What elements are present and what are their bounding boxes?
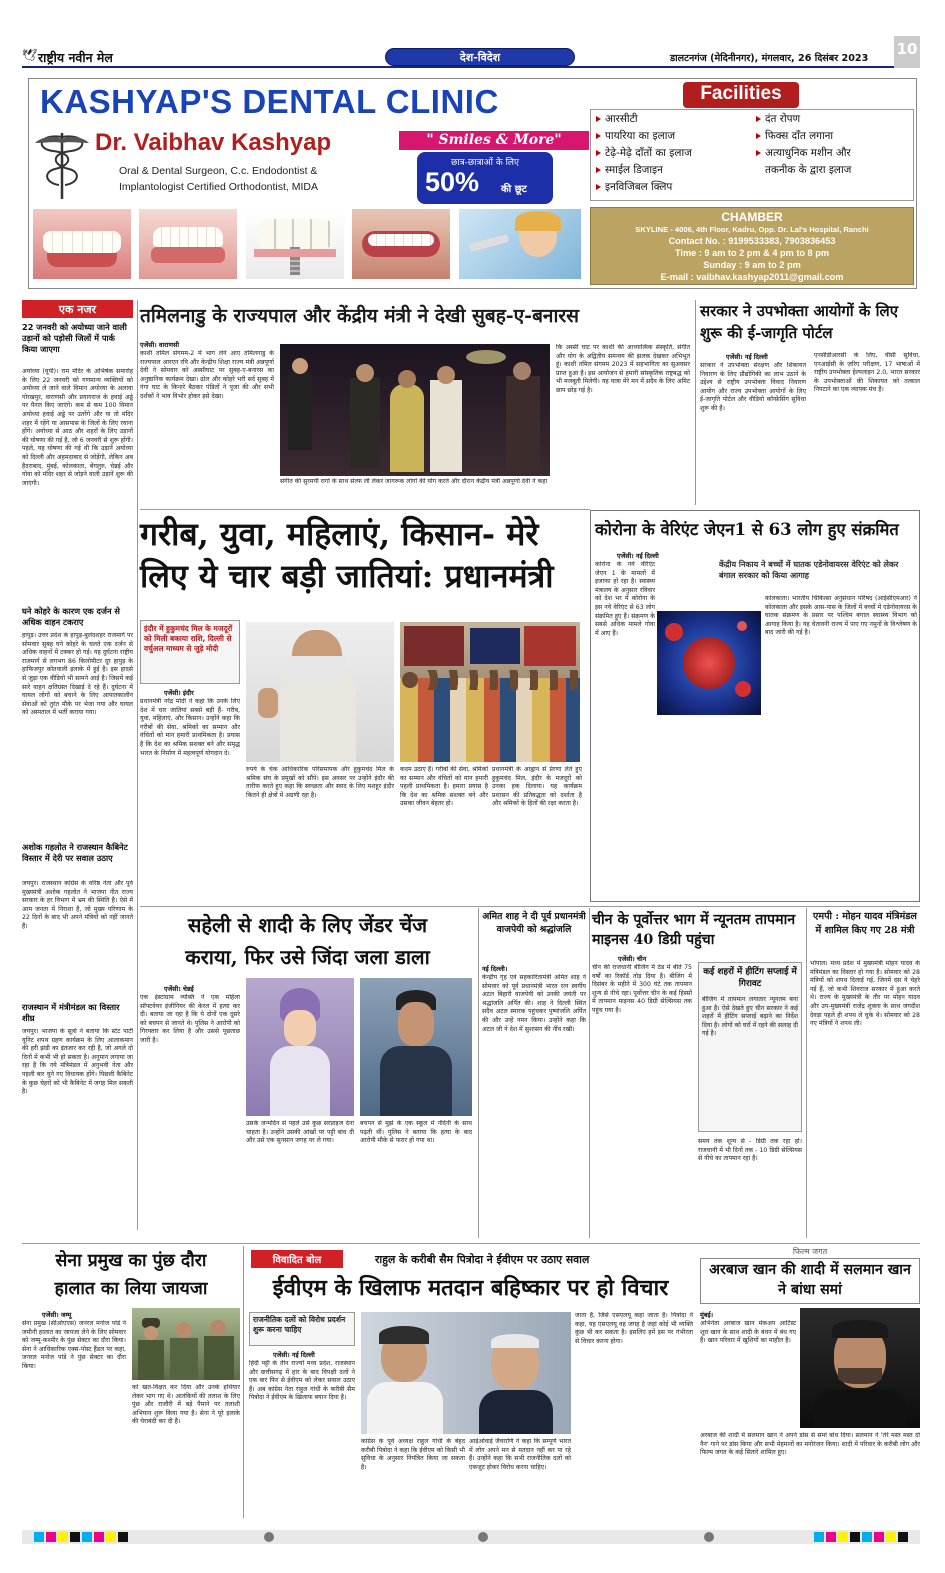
facility-label: टेढ़े-मेढ़े दाँतों का इलाज <box>605 147 692 159</box>
implant-photo <box>246 209 344 279</box>
color-swatch <box>898 1532 908 1542</box>
section-label: देश-विदेश <box>459 51 501 64</box>
bullet-icon <box>596 184 601 190</box>
dental-ad <box>28 78 917 289</box>
pm-body-1: प्रधानमंत्री नरेंद्र मोदी ने कहा कि उनके लिए देश में चार जातियां सबसे बड़ी हैं- गरीब, युवा, महिलाएं, और किसान। उन्होंने कहा कि गरीबों की सेवा, श्रमिकों का सम्मान और वंचितों को मान हमारी प्राथमिकता है। प्रयास है कि देश का श्रमिक सशक्त बने और समृद्ध भारत के निर्माण में महत्वपूर्ण योगदान दे। <box>140 698 240 757</box>
corona-headline: कोरोना के वेरिएंट जेएन1 से 63 लोग हुए संक्रमित <box>595 520 899 539</box>
offer-pct: 50% <box>425 167 480 197</box>
teeth-photo-2 <box>139 209 237 279</box>
gender-dateline: एजेंसी। चेन्नई <box>164 985 194 993</box>
chamber-title: CHAMBER <box>721 210 783 224</box>
facility-label: अत्याधुनिक मशीन और <box>765 147 851 159</box>
gender-headline-2: कराया, फिर उसे जिंदा जला डाला <box>185 945 430 969</box>
ejagriti-body-1: सरकार ने उपभोक्ता संरक्षण और शिकायत निवारण के लिए प्रौद्योगिकी का लाभ उठाने के उद्देश्य से राष्ट्रीय उपभोक्ता विवाद निवारण आयोग और राज्य उपभोक्ता आयोगों के लिए ई-जागृति पोर्टल और वीडियो कॉन्फ्रेंसिंग सुविधा शुरू की है। <box>700 362 806 412</box>
facility-label: इनविजिबल क्लिप <box>605 181 673 193</box>
color-swatch <box>70 1532 80 1542</box>
bullet-icon <box>596 167 601 173</box>
vajpayee-story <box>482 908 586 1240</box>
cold-body-end: समय तक शून्य से - डिग्री तक रहा हो। राजधानी में भी दिनों तक - 10 डिग्री सेल्सियस से नीचे का तापमान रहा है। <box>698 1138 802 1163</box>
color-swatch <box>862 1532 872 1542</box>
facility-label: फिक्स दाँत लगाना <box>765 130 834 142</box>
vajpayee-headline: अमित शाह ने दी पूर्व प्रधानमंत्री वाजपेयी को श्रद्धांजलि <box>482 911 586 935</box>
brief-3-headline: अशोक गहलोत ने राजस्थान कैबिनेट विस्तार में देरी पर सवाल उठाए <box>22 842 128 863</box>
gender-story <box>140 908 475 1243</box>
brief-1-headline: 22 जनवरी को अयोध्या जाने वाली उड़ानों को पड़ोसी जिलों में पार्क किया जाएगा <box>22 322 127 354</box>
bird-icon: 🕊 <box>22 48 38 62</box>
facility-label: तकनीक के द्वारा इलाज <box>765 164 852 176</box>
pm-modi-photo <box>246 622 394 762</box>
ejagriti-story <box>700 300 920 505</box>
cold-box-body: बीजिंग में तापमान लगातार न्यूनतम बना हुआ है। ऐसे देखते हुए चीन सरकार ने कई शहरों में हीटिंग सप्लाई बढ़ाने का निर्देश दिया है। लोगों को घरों में रहने की सलाह दी गई है। <box>702 996 798 1038</box>
facility-item <box>756 146 851 160</box>
brief-2-headline: घने कोहरे के कारण एक दर्जन से अधिक वाहन टकराए <box>22 606 120 627</box>
corona-body-1: कोरोना के नये वेरिएंट जेएन 1 के मामलों में इजाफा हो रहा है। स्वास्थ्य मंत्रालय के अनुसार रविवार को देश भर में कोरोना के इस नये वेरिएंट से 63 लोग संक्रमित हुए हैं। संक्रमण के सबसे अधिक मामले गोवा में आए हैं। <box>595 561 655 637</box>
bullet-icon <box>756 150 761 156</box>
offer-text: छात्र-छात्राओं के लिए <box>450 158 520 168</box>
cold-dateline: एजेंसी। चीन <box>618 955 647 963</box>
pm-dateline: एजेंसी। इंदौर <box>164 689 194 697</box>
caduceus-icon <box>33 129 91 201</box>
color-swatch <box>82 1532 92 1542</box>
film-section-label: फिल्म जगत <box>792 1247 828 1256</box>
evm-box-text: राजनीतिक दलों को विरोध प्रदर्शन शुरू करना चाहिए <box>253 1315 346 1334</box>
facility-label: आरसीटी <box>605 113 638 125</box>
dateline: डालटनगंज (मेदिनीनगर), मंगलवार, 26 दिसंबर 2023 <box>670 53 869 64</box>
facility-label: स्माईल डिजाइन <box>605 164 663 176</box>
evm-body-3: आईओवाई जैवराणि ने कहा कि सम्पूर्ण भारत में लोग अपने मन से मतदान नहीं कर पा रहे हैं। उन्होंने कहा कि सभी राजनीतिक दलों को एकजुट होकर विरोध करना चाहिए। <box>469 1438 571 1471</box>
woman-photo <box>246 978 354 1116</box>
column-rule-right-top <box>695 300 696 505</box>
gender-headline-1: सहेली से शादी के लिए जेंडर चेंज <box>187 913 428 937</box>
facility-item <box>756 163 851 177</box>
tn-photo <box>280 344 550 476</box>
rahul-pitroda-photo <box>361 1312 571 1434</box>
mp-story <box>810 908 920 1240</box>
ek-nazar-label: एक नजर <box>58 303 97 316</box>
ejagriti-headline: सरकार ने उपभोक्ता आयोगों के लिए शुरू की ई-जागृति पोर्टल <box>700 302 899 342</box>
rule-v-4 <box>589 908 590 1238</box>
credentials-1: Oral & Dental Surgeon, C.c. Endodontist & <box>119 165 318 177</box>
corona-body-2: कोलकाता। भारतीय चिकित्सा अनुसंधान परिषद (आईसीएमआर) ने कोलकाता और इसके आस-पास के जिलों में बच्चों में एडेनोवायरस के घातक संक्रमण के प्रसार पर पश्चिम बंगाल स्वास्थ्य विभाग को आगाह किया है। यह चेतावनी राज्य में पाए गए नमूनों के विश्लेषण के बाद जारी की गई है। <box>765 595 917 637</box>
facility-item <box>596 129 675 143</box>
pm-headline-1: गरीब, युवा, महिलाएं, किसान- मेरे <box>140 515 539 553</box>
tagline: " Smiles & More" <box>426 132 562 148</box>
tn-body-3: कि अस्सी घाट पर काशी की आध्यात्मिक संस्कृति, संगीत और योग के अद्वितीय समन्वय की झलक देखकर अभिभूत हूं। काशी तमिल संगमम 2023 में सहभागिता का सुअवसर प्राप्त हुआ है। इस आयोजन से हमारी सांस्कृतिक राष्ट्रबद्ध को भी मजबूती मिलेगी। यह यात्रा मेरे मन में सदैव के लिए अमिट छाप छोड़ गई है। <box>556 344 690 394</box>
film-body-1: अभिनेता अरबाज खान मेकअप आर्टिस्ट शूरा खान के साथ शादी के बंधन में बंध गए हैं। खान परिवार में खुशियों का माहौल है। <box>700 1320 796 1345</box>
teeth-photo-1 <box>33 209 131 279</box>
gender-body-3: बचपन से मुझे के एक स्कूल में नंदिनी के साथ पढ़ती थीं। पुलिस ने बताया कि हत्या के बाद आरोपी मौके से फरार हो गया था। <box>360 1120 472 1145</box>
smile-photo <box>352 209 450 279</box>
bullet-icon <box>596 133 601 139</box>
man-photo <box>360 978 472 1116</box>
corona-sub: केंद्रीय निकाय ने बच्चों में घातक एडेनोवायरस वेरिएंट को लेकर बंगाल सरकार को किया आगाह <box>719 560 899 580</box>
facility-item <box>596 180 672 194</box>
army-photo <box>132 1308 240 1380</box>
chamber-email: E-mail : vaibhav.kashyap2011@gmail.com <box>660 272 844 282</box>
ejagriti-dateline: एजेंसी। नई दिल्ली <box>726 353 768 361</box>
ejagriti-body-2: एनसीडीआरसी के लिए, वीसी सुविधा, एनआईसी के ज़रिए परीक्षण, 17 भाषाओं में राष्ट्रीय उपभोक्ता हेल्पलाइन 2.0, भारत सरकार के उपभोक्ताओं की शिकायत को तत्काल निपटाने का एक व्यापक मंच है। <box>814 352 920 394</box>
rule-v-3 <box>478 908 479 1238</box>
rule-h-2 <box>140 906 920 907</box>
color-swatch <box>838 1532 848 1542</box>
facility-item <box>596 163 663 177</box>
salman-photo <box>800 1308 920 1428</box>
army-headline-1: सेना प्रमुख का पुंछ दौरा <box>55 1251 207 1271</box>
registration-circle <box>264 1532 274 1542</box>
pm-body-2: रुपये के चेक आधिकारिक परिसमापक और हुकुमचंद मिल के श्रमिक संघ के प्रमुखों को सौंपे। इस अवसर पर उन्होंने इंदौर की तारीफ करते हुए कहा कि स्वच्छता और स्वाद के लिए मशहूर इंदौर कितने ही क्षेत्रों में अग्रणी रहा है। <box>246 766 394 799</box>
color-swatch <box>826 1532 836 1542</box>
credentials-2: Implantologist Certified Orthodontist, MIDA <box>119 181 318 193</box>
corona-story <box>590 510 920 902</box>
facility-item <box>596 112 638 126</box>
color-swatch <box>46 1532 56 1542</box>
facility-item <box>596 146 692 160</box>
bullet-icon <box>756 133 761 139</box>
evm-dateline: एजेंसी। नई दिल्ली <box>273 1351 315 1359</box>
child-dentist-photo <box>459 209 581 279</box>
chamber-contact: Contact No. : 9199533383, 7903836453 <box>668 236 836 246</box>
color-swatch <box>94 1532 104 1542</box>
chamber-address: SKYLINE - 4006, 4th Floor, Kadru, Opp. Dr. Lal's Hospital, Ranchi <box>635 225 869 234</box>
rule-v-5 <box>806 908 807 1238</box>
brief-4-headline: राजस्थान में मंत्रीमंडल का विस्तार शीघ्र <box>22 1002 120 1023</box>
facilities-title: Facilities <box>700 83 782 104</box>
page-number: 10 <box>896 40 918 58</box>
film-body-2: अरबाज की शादी में सलमान खान ने अपने डांस से समां बांध दिया। सलमान ने 'तेरे मस्त मस्त दो नैन' गाने पर डांस किया और सभी मेहमानों का मनोरंजन किया। शादी में परिवार के करीबी लोग और फिल्म जगत के कई सितारे शामिल हुए। <box>700 1432 920 1457</box>
tn-dateline: एजेंसी। वाराणसी <box>140 341 179 349</box>
doctor-name: Dr. Vaibhav Kashyap <box>95 129 332 156</box>
film-story <box>700 1246 920 1520</box>
pm-crowd-photo <box>400 622 580 762</box>
tn-story <box>140 300 690 505</box>
evm-headline: ईवीएम के खिलाफ मतदान बहिष्कार पर हो विचार <box>272 1275 669 1301</box>
pm-box-text: इंदौर में हुकुमचंद मिल के मजदूरों को मिली बकाया राशि, दिल्ली से वर्चुअल माध्यम से जुड़े मोदी <box>144 624 233 653</box>
bullet-icon <box>756 116 761 122</box>
tn-caption: संगीत की सुरमयी रागों के साथ सेल्फ ली लेकर जागरूक लोगों की योग करते और दौरान केंद्रीय मंत्री अन्नपूर्णा देवी ने कहा <box>280 478 548 485</box>
paper-name: राष्ट्रीय नवीन मेल <box>38 50 113 65</box>
gender-body-2: उसके जन्मदिन से पहले उसे कुछ सरप्राइज देना चाहता है। उन्होंने उसकी आंखों पर पट्टी बांध दी और उसे एक सुनसान जगह पर ले गया। <box>246 1120 354 1145</box>
column-rule-left <box>137 300 138 1230</box>
tn-body-1: काशी तमिल संगमम-2 में भाग लेने आए तमिलनाडु के राज्यपाल आरएन रवि और केन्द्रीय शिक्षा राज्य मंत्री अन्नपूर्णा देवी ने सोमवार को अस्सीघाट पर सुबह-ए-बनारस का अनुष्ठानिक कार्यक्रम देखा। ढोल और कोहरे भरी सर्द सुबह में गंगा घाट के किनारे बैठकर पंडितों ने पूजा की और सभी दर्शकों ने भाव विभोर होकर इसे देखा। <box>140 350 274 400</box>
ek-nazar-column <box>22 300 133 1230</box>
offer-suffix: की छूट <box>501 184 527 195</box>
evm-body-4: जाता है, जिसे एसएलयू कहा जाता है। पित्रोदा ने कहा, यह एसएलयू वह जगह है जहां कोई भी व्यक्ति कुछ भी कर सकता है। इसलिए हमें इस पर गंभीरता से विचार करना होगा। <box>575 1312 693 1345</box>
vajpayee-dateline: नई दिल्ली। <box>482 965 508 973</box>
registration-circle <box>478 1532 488 1542</box>
color-swatch <box>874 1532 884 1542</box>
army-story <box>22 1246 240 1520</box>
color-swatch <box>34 1532 44 1542</box>
evm-body-1: हिंदी पट्टी के तीन राज्यों मध्य प्रदेश, राजस्थान और छत्तीसगढ़ में हार के बाद विपक्षी दलों ने एक बार फिर से ईवीएम को लेकर सवाल उठाए हैं। अब कांग्रेस नेता राहुल गांधी के करीबी सैम पित्रोदा ने ईवीएम के खिलाफ बयान दिया है। <box>249 1360 355 1402</box>
mp-headline: एमपी : मोहन यादव मंत्रिमंडल में शामिल किए गए 28 मंत्री <box>813 911 917 936</box>
brief-3-body: जयपुर। राजस्थान कांग्रेस के वरिष्ठ नेता और पूर्व मुख्यमंत्री अशोक गहलोत ने भाजपा नीत राज्य सरकार के हर विभाग में भ्रम की स्थिति है। ऐसे में आम जनता में निराशा है, जो मुख्य परिणाम के 22 दिनों के बाद भी अपने मंत्रियों को नहीं जानते हैं। <box>22 880 133 930</box>
pm-body-4: प्रधानमंत्री के आह्वान से प्रेरणा लेते हुए हुकुमचंद मिल, इंदौर के मजदूरों को उनका हक दिलाया। यह कार्यक्रम प्रशासन की प्रतिबद्धता को दर्शाता है और श्रमिकों के हितों की रक्षा करता है। <box>492 766 582 808</box>
rule-h-3 <box>22 1243 920 1244</box>
army-body-1: सेना प्रमुख (सीओएएस) जनरल मनोज पांडे ने जमीनी हालात का जायजा लेने के लिए सोमवार को जम्मू-कश्मीर के पुंछ सेक्टर का दौरा किया। सेना ने आधिकारिक एक्स-पोस्ट हैंडल पर कहा, जनरल मनोज पांडे ने पुंछ सेक्टर का दौरा किया। <box>22 1320 126 1370</box>
facility-item <box>756 112 800 126</box>
virus-photo <box>657 611 761 715</box>
facility-label: दंत रोपण <box>765 113 801 125</box>
tn-headline: तमिलनाडु के राज्यपाल और केंद्रीय मंत्री ने देखी सुबह-ए-बनारस <box>140 305 580 327</box>
rule-h-1 <box>140 509 590 510</box>
film-headline: अरबाज खान की शादी में सलमान खान ने बांधा समां <box>709 1262 911 1298</box>
evm-body-2: कांग्रेस के पूर्व अध्यक्ष राहुल गांधी के बेहद करीबी पित्रोदा ने कहा कि ईवीएम को किसी भी सुविधा के अनुसार नियंत्रित किया जा सकता है। <box>361 1438 465 1471</box>
cold-body-1: चीन की राजधानी बीजिंग में ठंड में बीते 75 वर्षों का रिकॉर्ड तोड़ दिया है। बीजिंग में दिसंबर के महीने में 300 घंटे तक तापमान शून्य से नीचे रहा। पूर्वोत्तर चीन के कई हिस्सों में तापमान माइनस 40 डिग्री सेल्सियस तक पहुंच गया है। <box>592 964 692 1014</box>
brief-1-body: अयोध्या (यूपी)। राम मंदिर के अभिषेक समारोह के लिए 22 जनवरी को गणमान्य व्यक्तियों को अयोध्या ले जाने वाले विमान अयोध्या के अलावा गोरखपुर, वाराणसी और प्रयागराज के हवाई अड्डे पर पैनल किए जाएंगे। कम से कम 100 विमान अयोध्या हवाई अड्डे पर उतरेंगे और या तो मंदिर शहर में रहेंगे या आसपास के जिलों के लिए रवाना होंगे। अयोध्या से आठ और शहरों के लिए उड़ानों की घोषणा की गई है, जो 6 जनवरी से शुरू होंगी। पहले, यह घोषणा की गई थी कि उड़ानें अयोध्या को दिल्ली और अहमदाबाद से जोड़ेंगी, लेकिन अब हैदराबाद, मुंबई, कोलकाता, बेंगलुरु, चेन्नई और गोवा को मंदिर शहर से जोड़ने वाली उड़ानें शुरू की जाएंगी। <box>22 368 133 487</box>
evm-kicker: राहुल के करीबी सैम पित्रोदा ने ईवीएम पर उठाए सवाल <box>375 1253 590 1266</box>
masthead <box>22 40 920 68</box>
pm-headline-2: लिए ये चार बड़ी जातियां: प्रधानमंत्री <box>140 557 554 595</box>
color-swatch <box>886 1532 896 1542</box>
mp-body: भोपाल। मध्य प्रदेश में मुख्यमंत्री मोहन यादव के मंत्रिमंडल का विस्तार हो गया है। सोमवार को 28 मंत्रियों को शपथ दिलाई गई, जिनमें दस ये चेहरे नई हैं, जो कभी शिवराज सरकार में हुआ करते थे। राज्य के मुख्यमंत्री के तौर पर मोहन यादव और उप-मुख्यमंत्री राजेंद्र शुक्ला के साथ जगदीश देवड़ा पहले ही शपथ ले चुके थे। सोमवार को 28 नए मंत्रियों ने शपथ ली। <box>810 960 920 1028</box>
army-headline-2: हालात का लिया जायजा <box>54 1279 208 1299</box>
film-dateline: मुंबई। <box>700 1311 714 1319</box>
color-swatch <box>814 1532 824 1542</box>
evm-story <box>247 1246 694 1520</box>
clinic-name: KASHYAP'S DENTAL CLINIC <box>40 83 499 120</box>
rule-v-6 <box>243 1246 244 1518</box>
cold-story <box>592 908 802 1240</box>
cold-headline: चीन के पूर्वोत्तर भाग में न्यूनतम तापमान माइनस 40 डिग्री पहुंचा <box>592 912 796 948</box>
color-swatch <box>850 1532 860 1542</box>
registration-circle <box>704 1532 714 1542</box>
brief-4-body: जयपुर। भाजपा के सूत्रों ने बताया कि स्टेट पार्टी यूनिट शपथ ग्रहण कार्यक्रम के लिए आलाकमान की हरी झंडी का इंतजार कर रही है, जो अगले दो दिनों में कभी भी हो सकता है। अनुमान लगाया जा रहा है कि नये मंत्रिमंडल में अनुभवी नेता और पहली बार चुने गए विधायक होंगे। पिछली कैबिनेट के कुछ चेहरों को भी कैबिनेट में जगह मिल सकती है। <box>22 1028 133 1096</box>
pm-body-3: कदम उठाए हैं। गरीबों की सेवा, श्रमिकों का सम्मान और वंचितों को मान हमारी पहली प्राथमिकता है। हमारा प्रयास है कि देश का श्रमिक सशक्त बने और उसका जीवन बेहतर हो। <box>400 766 488 808</box>
brief-2-body: हापुड़। उत्तर प्रदेश के हापुड़-बुलंदशहर राजमार्ग पर सोमवार सुबह घने कोहरे के चलते एक दर्जन से अधिक वाहनों में टक्कर हो गई। यह दुर्घटना राष्ट्रीय राजमार्ग से लगभग 86 किलोमीटर दूर हापुड़ के हाफिजपुर कोतवाली इलाके में हुई है। इस हादसे से जुड़ा एक वीडियो भी सामने आई है। जिसमें कई सारे वाहन क्षतिग्रस्त दिखाई दे रहे हैं। दुर्घटना में घायल लोगों को बचाने के लिए आपातकालीन सेवाओं को तुरंत मौके पर भेजा गया और घायल को अस्पताल में भर्ती कराया गया। <box>22 632 133 717</box>
color-swatch <box>58 1532 68 1542</box>
facility-label: पायरिया का इलाज <box>605 130 676 142</box>
color-swatch <box>106 1532 116 1542</box>
color-swatch <box>118 1532 128 1542</box>
vajpayee-body: केन्द्रीय गृह एवं सहकारितामंत्री अमित शाह ने सोमवार को पूर्व प्रधानमंत्री भारत रत्न स्वर्गीय अटल बिहारी वाजपेयी को उनकी जयंती पर श्रद्धांजलि अर्पित की। शाह ने दिल्ली स्थित सदैव अटल स्मारक पहुंचकर पुष्पांजलि अर्पित की और उन्हें नमन किया। उन्होंने कहा कि अटल जी ने देश में सुशासन की नींव रखी। <box>482 974 586 1033</box>
pm-story <box>140 512 585 904</box>
bullet-icon <box>596 150 601 156</box>
chamber-sunday: Sunday : 9 am to 2 pm <box>703 260 801 270</box>
corona-dateline: एजेंसी। नई दिल्ली <box>617 552 659 560</box>
army-dateline: एजेंसी। जम्मू <box>42 1311 72 1319</box>
army-body-2: को खत-विक्षत कर दिया और उनके हथियार लेकर भाग गए थे। आतंकियों की तलाश के लिए पुंछ और राजौरी में बड़े पैमाने पर तलाशी अभियान शुरू किया गया है। सेना ने पूरे इलाके की घेराबंदी कर दी है। <box>132 1384 240 1426</box>
gender-body-1: एक इंस्टाग्राम व्यक्ति ने एक महिला सॉफ्टवेयर इंजीनियर की केरल में हत्या कर दी। बताया जा रहा है कि ये दोनों एक दूसरे को बचपन से जानते थे। पुलिस ने आरोपी को गिरफ्तार कर लिया है और उससे पूछताछ जारी है। <box>140 994 240 1044</box>
registration-marks <box>34 1532 914 1542</box>
bullet-icon <box>596 116 601 122</box>
facility-item <box>756 129 833 143</box>
cold-box-title: कई शहरों में हीटिंग सप्लाई में गिरावट <box>703 967 797 989</box>
evm-tag: विवादित बोल <box>272 1255 322 1266</box>
chamber-time: Time : 9 am to 2 pm & 4 pm to 8 pm <box>674 248 829 258</box>
